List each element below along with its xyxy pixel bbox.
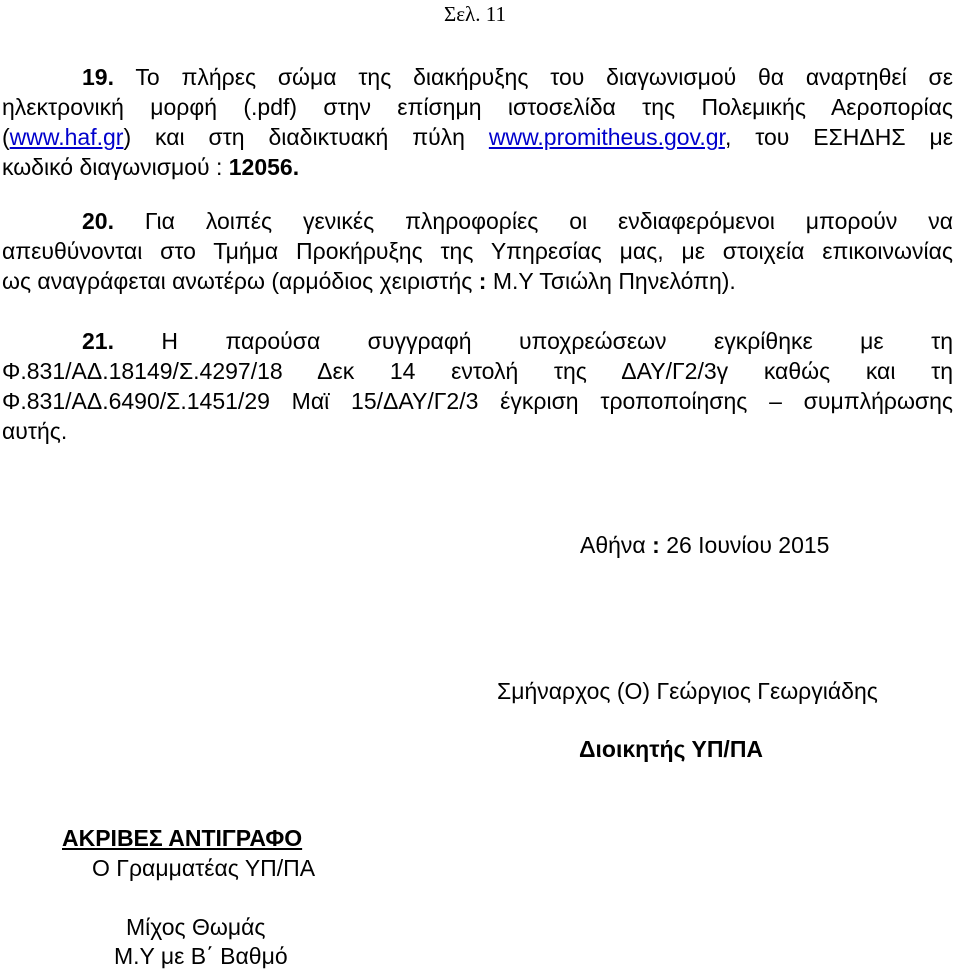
paragraph-20-text-1: Για λοιπές γενικές πληροφορίες οι ενδιαφερόμενοι μπορούν να — [144, 208, 954, 234]
tender-code: 12056. — [228, 154, 300, 180]
date-value: 26 Ιουνίου 2015 — [666, 532, 830, 558]
signatory-name: Σμήναρχος (Ο) Γεώργιος Γεωργιάδης — [497, 678, 878, 704]
paragraph-19-line-1 — [2, 62, 953, 92]
secretary-role: Ο Γραμματέας ΥΠ/ΠΑ — [92, 855, 316, 881]
paragraph-20-line-3: ως αναγράφεται ανωτέρω (αρμόδιος χειριστής : Μ.Υ Τσιώλη Πηνελόπη). — [2, 268, 736, 294]
secretary-name: Μίχος Θωμάς — [126, 914, 266, 940]
paragraph-19-number: 19. — [82, 64, 114, 90]
paragraph-21-line-1 — [2, 326, 953, 356]
true-copy-heading: ΑΚΡΙΒΕΣ ΑΝΤΙΓΡΑΦΟ — [62, 825, 303, 851]
paragraph-21-number: 21. — [82, 328, 114, 354]
paragraph-20-number: 20. — [82, 208, 114, 234]
paragraph-20-line-1 — [2, 206, 953, 236]
paragraph-21-line-2: Φ.831/ΑΔ.18149/Σ.4297/18 Δεκ 14 εντολή της ΔΑΥ/Γ2/3γ καθώς και τη — [2, 358, 953, 384]
paragraph-19-line-4: κωδικό διαγωνισμού : 12056. — [2, 154, 300, 180]
promitheus-link[interactable]: www.promitheus.gov.gr — [488, 124, 725, 150]
paragraph-19-line-3: (www.haf.gr) και στη διαδικτυακή πύλη www.promitheus.gov.gr, του ΕΣΗΔΗΣ με — [2, 124, 953, 150]
paragraph-21-line-3: Φ.831/ΑΔ.6490/Σ.1451/29 Μαϊ 15/ΔΑΥ/Γ2/3 έγκριση τροποποίησης – συμπλήρωσης — [2, 388, 953, 414]
page-number: Σελ. 11 — [444, 2, 506, 26]
paragraph-19 — [2, 62, 953, 182]
paragraph-21 — [2, 326, 953, 446]
date-line: Αθήνα : 26 Ιουνίου 2015 — [580, 532, 830, 558]
paragraph-21-line-4: αυτής. — [2, 418, 68, 444]
paragraph-19-line-2: ηλεκτρονική μορφή (.pdf) στην επίσημη ιστοσελίδα της Πολεμικής Αεροπορίας — [2, 94, 953, 120]
signatory-title: Διοικητής ΥΠ/ΠΑ — [579, 736, 764, 762]
paragraph-19-text-1: Το πλήρες σώμα της διακήρυξης του διαγωνισμού θα αναρτηθεί σε — [135, 64, 953, 90]
haf-link[interactable]: www.haf.gr — [9, 124, 124, 150]
paragraph-20 — [2, 206, 953, 296]
secretary-rank: Μ.Υ με Β΄ Βαθμό — [114, 943, 288, 969]
date-city: Αθήνα — [580, 532, 646, 558]
paragraph-20-line-2: απευθύνονται στο Τμήμα Προκήρυξης της Υπηρεσίας μας, με στοιχεία επικοινωνίας — [2, 238, 953, 264]
paragraph-21-text-1: Η παρούσα συγγραφή υποχρεώσεων εγκρίθηκε με τη — [161, 328, 953, 354]
